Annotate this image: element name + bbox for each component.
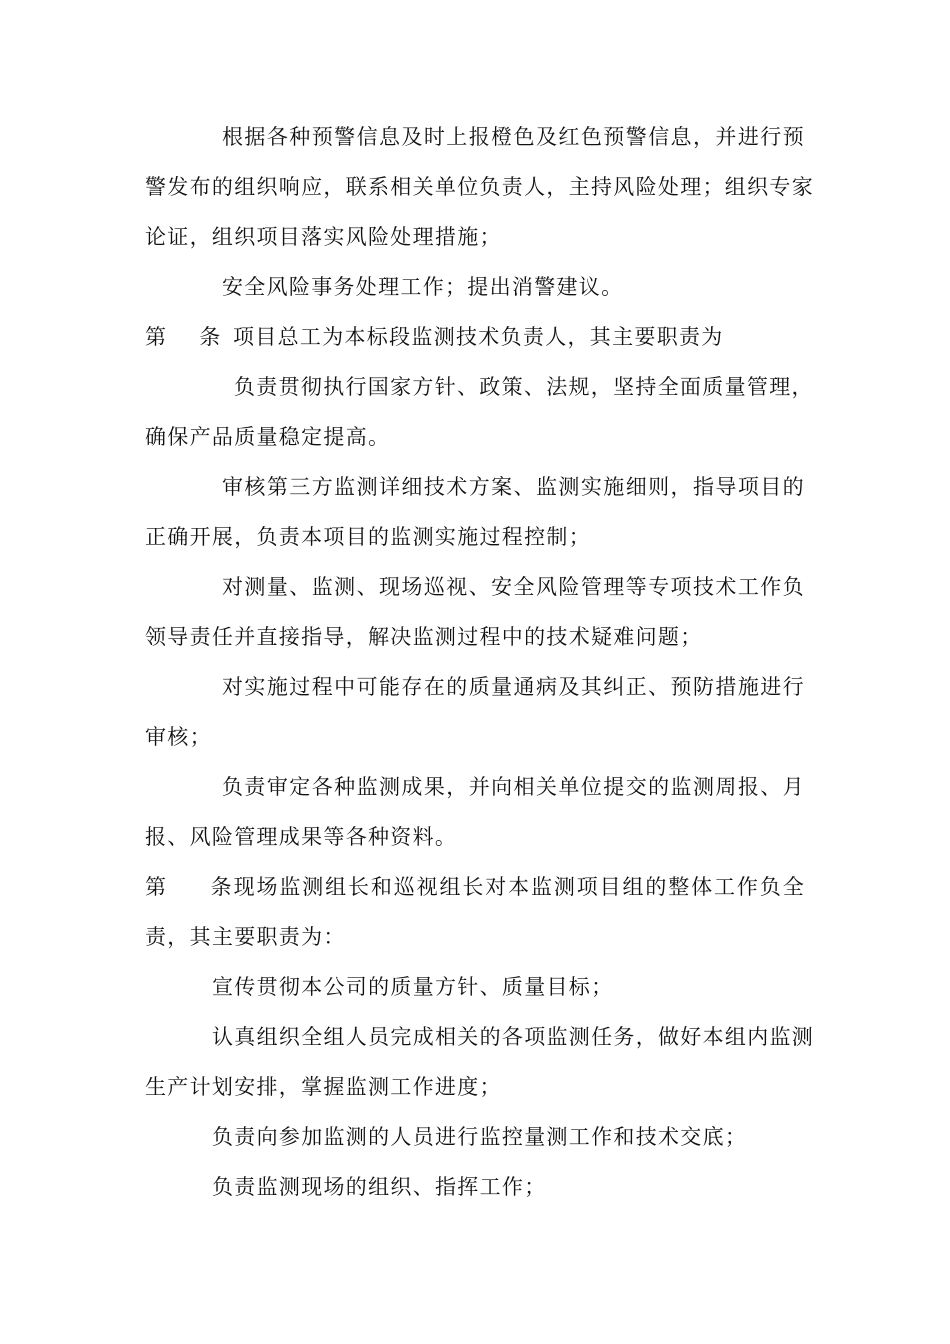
paragraph-line: 生产计划安排，掌握监测工作进度； bbox=[145, 1075, 502, 1099]
paragraph-line: 警发布的组织响应，联系相关单位负责人，主持风险处理；组织专家 bbox=[145, 175, 814, 199]
article-heading bbox=[145, 322, 810, 352]
article-prefix: 第 条 bbox=[145, 875, 233, 899]
paragraph-line: 认真组织全组人员完成相关的各项监测任务，做好本组内监测 bbox=[212, 1025, 815, 1049]
article-prefix: 第 条 bbox=[145, 325, 222, 349]
paragraph-line: 负责向参加监测的人员进行监控量测工作和技术交底； bbox=[212, 1125, 748, 1149]
paragraph-line: 安全风险事务处理工作；提出消警建议。 bbox=[222, 275, 624, 299]
paragraph-line: 领导责任并直接指导，解决监测过程中的技术疑难问题； bbox=[145, 625, 703, 649]
paragraph-line: 责，其主要职责为： bbox=[145, 925, 346, 949]
paragraph-line: 对实施过程中可能存在的质量通病及其纠正、预防措施进行 bbox=[222, 675, 805, 699]
paragraph-line: 审核； bbox=[145, 725, 212, 749]
paragraph-line: 负责监测现场的组织、指挥工作； bbox=[212, 1175, 547, 1199]
paragraph-line: 负责贯彻执行国家方针、政策、法规，坚持全面质量管理， bbox=[234, 375, 814, 399]
paragraph-line: 宣传贯彻本公司的质量方针、质量目标； bbox=[212, 975, 614, 999]
paragraph-line: 论证，组织项目落实风险处理措施； bbox=[145, 225, 502, 249]
paragraph-line: 根据各种预警信息及时上报橙色及红色预警信息，并进行预 bbox=[222, 125, 805, 149]
paragraph-line: 确保产品质量稳定提高。 bbox=[145, 425, 391, 449]
paragraph-line: 审核第三方监测详细技术方案、监测实施细则，指导项目的 bbox=[222, 475, 805, 499]
paragraph-line: 报、风险管理成果等各种资料。 bbox=[145, 825, 458, 849]
article-heading bbox=[145, 872, 805, 902]
paragraph-line: 正确开展，负责本项目的监测实施过程控制； bbox=[145, 525, 591, 549]
paragraph-line: 对测量、监测、现场巡视、安全风险管理等专项技术工作负 bbox=[222, 575, 805, 599]
paragraph-line: 负责审定各种监测成果，并向相关单位提交的监测周报、月 bbox=[222, 775, 805, 799]
article-text: 项目总工为本标段监测技术负责人，其主要职责为 bbox=[233, 325, 724, 349]
article-text: 现场监测组长和巡视组长对本监测项目组的整体工作负全 bbox=[233, 875, 805, 899]
